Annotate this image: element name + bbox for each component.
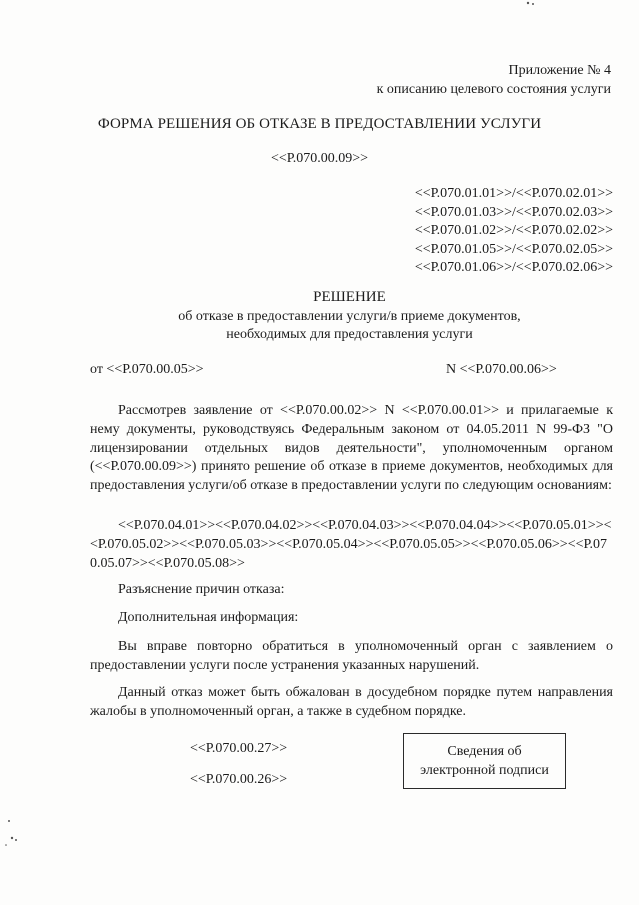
appendix-number: Приложение № 4	[508, 63, 611, 78]
decision-subtitle-line1: об отказе в предоставлении услуги/в приеме документов,	[178, 309, 521, 324]
appeal-paragraph: Данный отказ может быть обжалован в досудебном порядке путем направления жалобы в уполномоченный орган, а также в судебном порядке.	[90, 685, 613, 719]
appendix-description: к описанию целевого состояния услуги	[376, 82, 611, 97]
recipient-code-line: <<Р.070.01.06>>/<<Р.070.02.06>>	[414, 260, 613, 276]
recipient-code-line: <<Р.070.01.01>>/<<Р.070.02.01>>	[414, 186, 613, 201]
form-title: ФОРМА РЕШЕНИЯ ОБ ОТКАЗЕ В ПРЕДОСТАВЛЕНИИ УСЛУГИ	[97, 116, 542, 132]
recipient-code-line: <<Р.070.01.03>>/<<Р.070.02.03>>	[414, 204, 613, 220]
decision-title: РЕШЕНИЕ	[313, 289, 386, 305]
refusal-reason-label: Разъяснение причин отказа:	[118, 582, 285, 597]
decision-date: от <<Р.070.00.05>>	[90, 362, 204, 377]
signatory-name-code: <<Р.070.00.26>>	[190, 772, 288, 787]
additional-info-label: Дополнительная информация:	[118, 610, 299, 625]
signature-box-line2: электронной подписи	[420, 763, 549, 778]
recipient-code-line: <<Р.070.01.05>>/<<Р.070.02.05>>	[414, 241, 613, 257]
decision-subtitle-line2: необходимых для предоставления услуги	[226, 327, 473, 342]
repeat-application-paragraph: Вы вправе повторно обратиться в уполномоченный орган с заявлением о предоставлении услуги после устранения указанных нарушений.	[90, 639, 613, 673]
recipient-code-line: <<Р.070.01.02>>/<<Р.070.02.02>>	[414, 223, 613, 239]
authority-code: <<Р.070.00.09>>	[270, 151, 369, 166]
signature-box-line1: Сведения об	[447, 744, 522, 759]
grounds-codes: <<Р.070.04.01>><<Р.070.04.02>><<Р.070.04.03>><<Р.070.04.04>><<Р.070.05.01>><<Р.070.05.02>><<Р.070.05.03>><<Р.070.05.04>><<Р.070.05.05>><<Р.070.05.06>><<Р.070.05.07>><<Р.070.05.08>>	[90, 518, 612, 571]
main-paragraph: Рассмотрев заявление от <<Р.070.00.02>> N <<Р.070.00.01>> и прилагаемые к нему документы, руководствуясь Федеральным законом от 04.05.2011 N 99-ФЗ "О лицензировании отдельных видов деятельности", уполномоченным органом (<<Р.070.00.09>>) принято решение об отказе в приеме документов, необходимых для предоставления услуги/об отказе в предоставлении услуги по следующим основаниям:	[90, 403, 613, 494]
decision-number: N <<Р.070.00.06>>	[446, 362, 557, 377]
signatory-position-code: <<Р.070.00.27>>	[190, 741, 288, 756]
